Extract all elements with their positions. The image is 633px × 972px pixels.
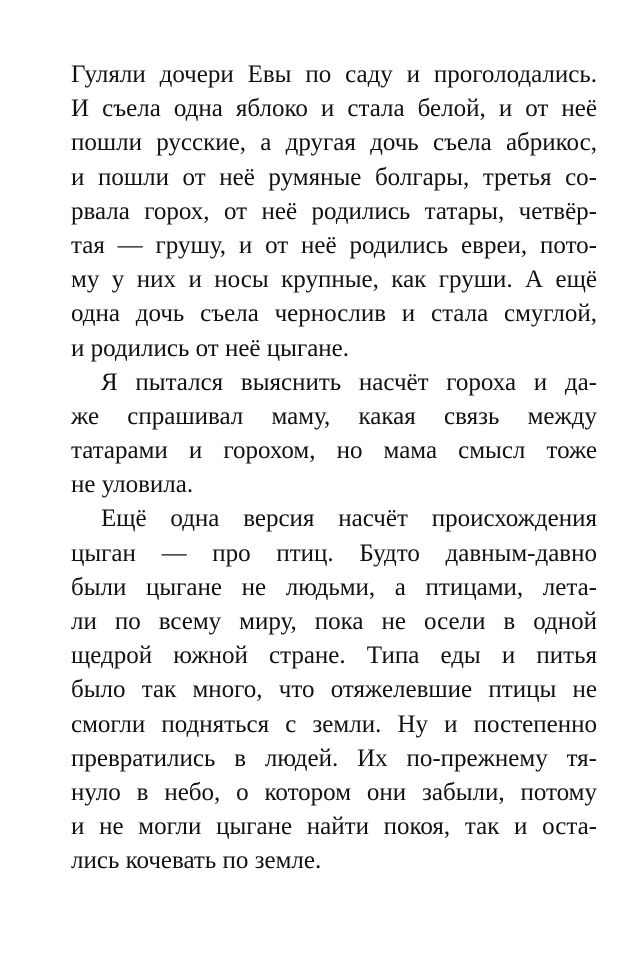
- text-line: лись кочевать по земле.: [71, 847, 322, 875]
- text-line: превратились в людей. Их по-прежнему тя-: [71, 744, 597, 772]
- text-line: цыган — про птиц. Будто давным-давно: [71, 539, 597, 567]
- text-line: ли по всему миру, пока не осели в одной: [71, 608, 597, 635]
- text-line: Гуляли дочери Евы по саду и проголодались.: [71, 61, 597, 88]
- text-line: и родились от неё цыгане.: [71, 334, 350, 362]
- text-line: и не могли цыгане найти покоя, так и оста-: [71, 813, 597, 841]
- text-line: не уловила.: [71, 471, 194, 499]
- text-line: Я пытался выяснить насчёт гороха и да-: [101, 368, 597, 396]
- text-line: пошли русские, а другая дочь съела абрикос,: [71, 129, 597, 157]
- text-line: тая — грушу, и от неё родились евреи, пото-: [71, 231, 597, 259]
- text-line: татарами и горохом, но мама смысл тоже: [71, 437, 597, 465]
- text-line: были цыгане не людьми, а птицами, лета-: [71, 573, 597, 601]
- text-line: же спрашивал маму, какая связь между: [71, 402, 597, 430]
- text-line: рвала горох, от неё родились татары, четвёр-: [71, 197, 597, 225]
- text-line: Ещё одна версия насчёт происхождения: [101, 505, 597, 533]
- paragraph-2: [71, 366, 597, 503]
- text-line: му у них и носы крупные, как груши. А ещё: [71, 266, 597, 294]
- text-line: и пошли от неё румяные болгары, третья со-: [71, 163, 597, 191]
- book-page: [71, 58, 597, 879]
- paragraph-1: [71, 58, 597, 366]
- text-line: одна дочь съела чернослив и стала смуглой,: [71, 300, 597, 328]
- text-line: щедрой южной стране. Типа еды и питья: [71, 642, 597, 670]
- paragraph-3: [71, 502, 597, 878]
- text-line: нуло в небо, о котором они забыли, потому: [71, 778, 597, 806]
- text-line: смогли подняться с земли. Ну и постепенно: [71, 710, 597, 738]
- text-line: И съела одна яблоко и стала белой, и от неё: [71, 95, 597, 123]
- text-line: было так много, что отяжелевшие птицы не: [71, 676, 597, 704]
